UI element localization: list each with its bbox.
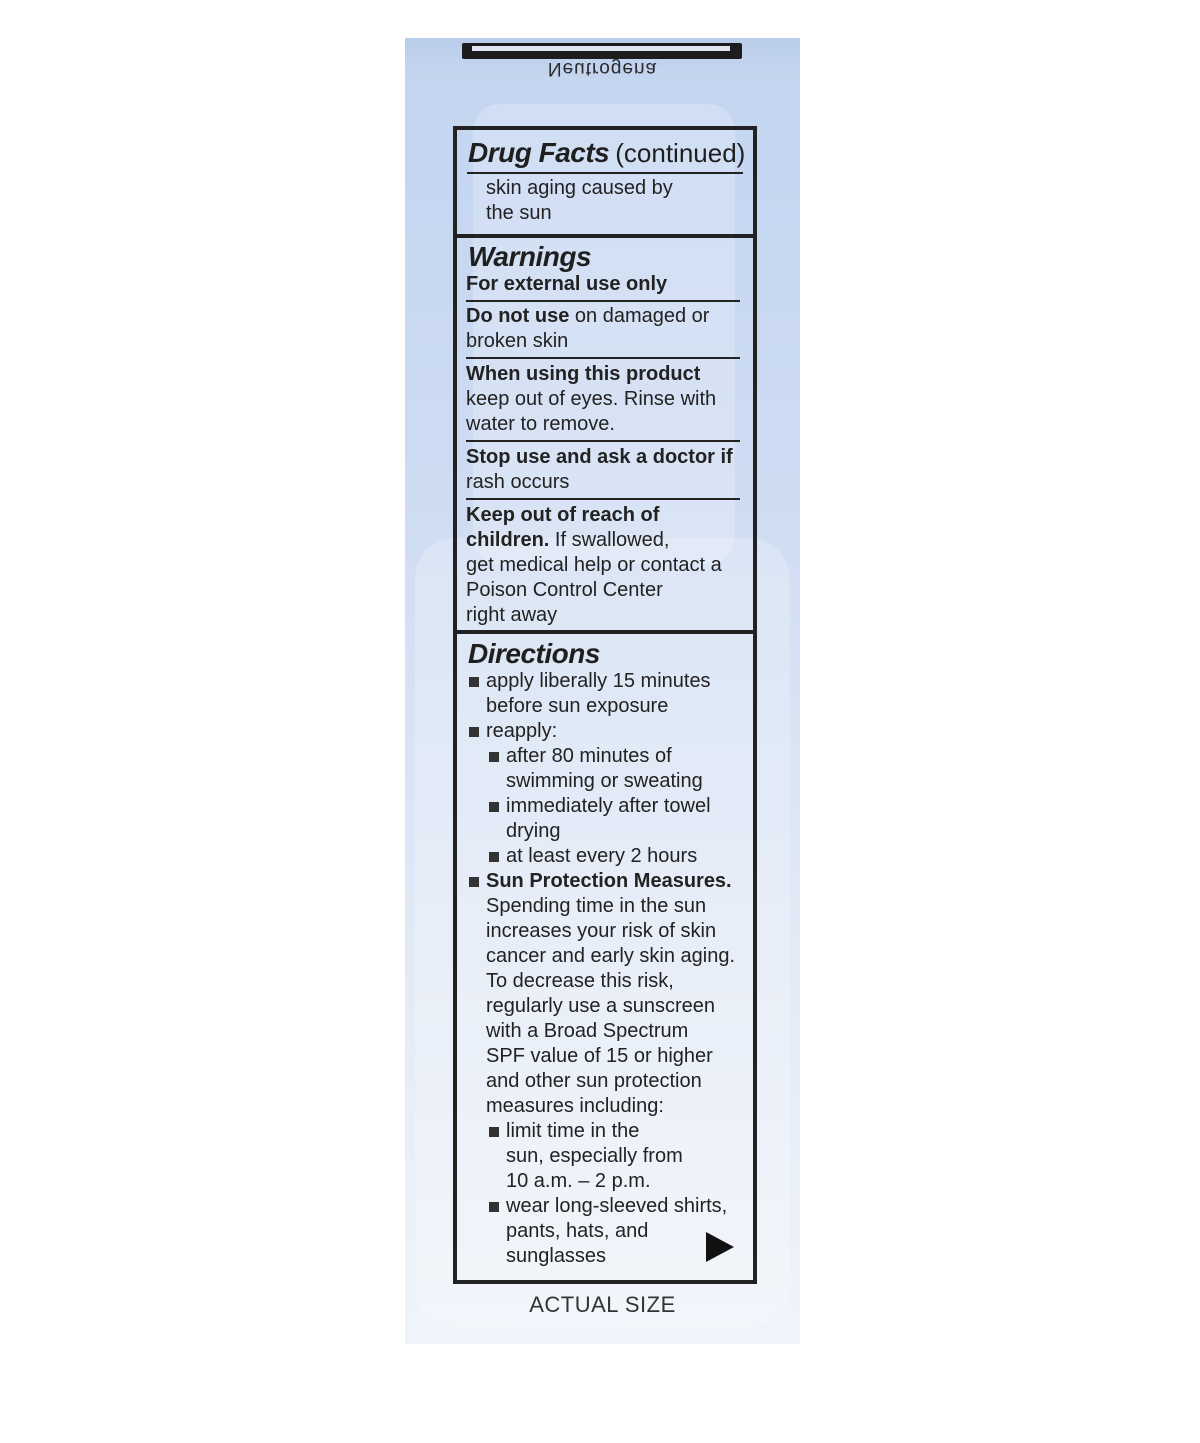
continued-label: (continued) [615,138,746,168]
list-item: Sun Protection Measures. Spending time in the sun increases your risk of skin cancer and early skin aging. To decrease this risk, regularly use a sunscreen with a Broad Spectrum SPF value of 15 or higher and other sun protection measures including: [457,869,753,1119]
continue-arrow-icon [706,1232,734,1262]
list-item: limit time in the sun, especially from 10 a.m. – 2 p.m. [457,1119,753,1194]
drug-facts-title: Drug Facts [468,137,610,168]
list-item: apply liberally 15 minutes before sun exposure [457,669,753,719]
external-use-only: For external use only [466,273,668,295]
keep-out-of-reach-warning: Keep out of reach of children. If swallowed, get medical help or contact a Poison Control Center right away [466,504,722,626]
bullet-icon [489,852,499,862]
uses-continued: skin aging caused by the sun [486,177,673,224]
bullet-icon [469,877,479,887]
bullet-icon [489,1127,499,1137]
drug-facts-panel [453,126,757,1284]
section-divider [457,234,753,238]
bullet-icon [489,802,499,812]
warnings-section [457,242,753,628]
box-top-flap [405,38,800,82]
section-divider [457,630,753,634]
actual-size-label: ACTUAL SIZE [529,1292,676,1317]
do-not-use-warning: Do not use on damaged or broken skin [466,305,710,352]
directions-title: Directions [468,638,600,669]
warnings-title: Warnings [468,241,592,272]
list-item: wear long-sleeved shirts, pants, hats, and sunglasses [457,1194,753,1269]
drug-facts-header-section [457,138,753,226]
when-using-warning: When using this product keep out of eyes. Rinse with water to remove. [466,363,717,435]
list-item: immediately after towel drying [457,794,753,844]
list-item: at least every 2 hours [457,844,753,869]
list-item: reapply: [457,719,753,744]
list-item: after 80 minutes of swimming or sweating [457,744,753,794]
brand-mirrored-text: Neutrogena [547,58,658,79]
bullet-icon [489,752,499,762]
directions-section [457,639,753,1269]
bullet-icon [469,727,479,737]
bullet-icon [489,1202,499,1212]
bullet-icon [469,677,479,687]
stop-use-warning: Stop use and ask a doctor if rash occurs [466,446,733,493]
